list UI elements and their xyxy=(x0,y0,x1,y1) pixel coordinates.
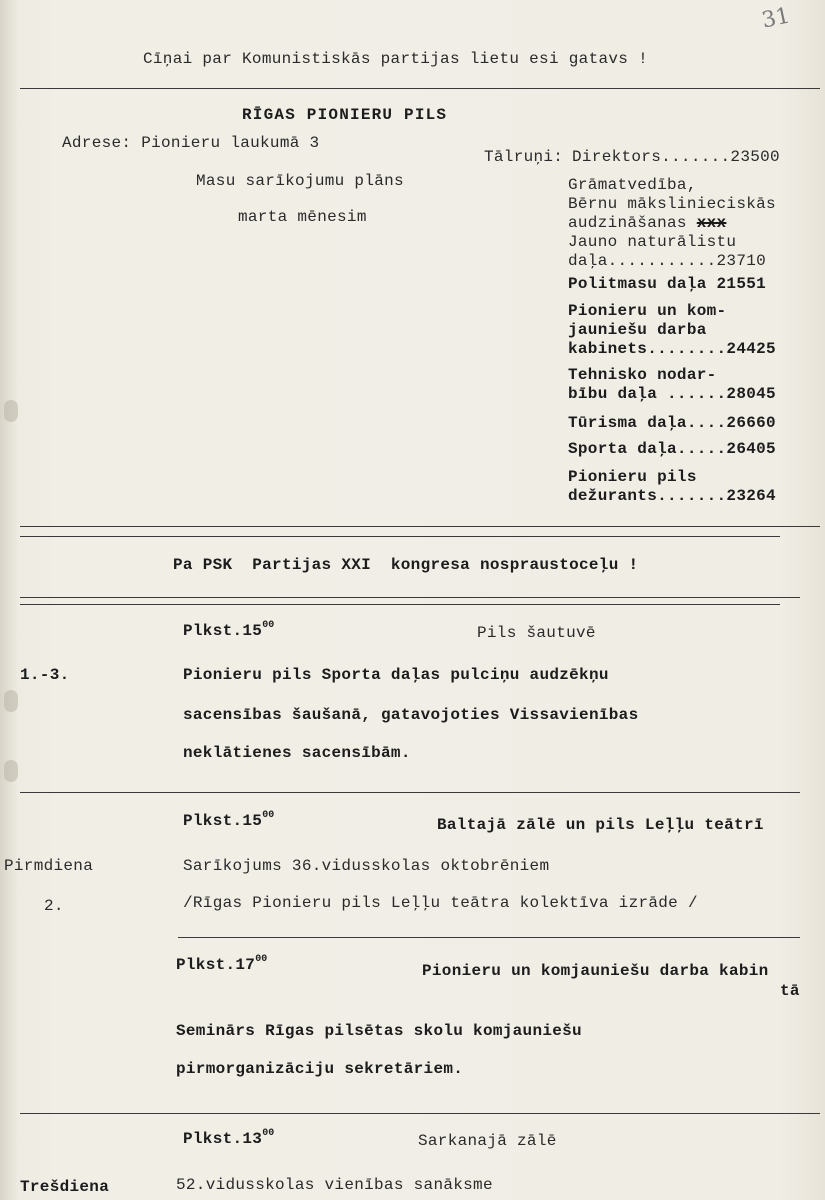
event-description: Seminārs Rīgas pilsētas skolu komjauniešu xyxy=(176,1022,582,1040)
binding-hole xyxy=(4,400,18,422)
phones-label: Tālruņi: xyxy=(484,148,564,166)
institution-title: RĪGAS PIONIERU PILS xyxy=(242,106,448,124)
event-place-continued: tā xyxy=(780,982,800,1000)
divider xyxy=(20,1113,820,1114)
event-day: Trešdiena xyxy=(20,1178,110,1196)
event-description: sacensības šaušanā, gatavojoties Vissavienības xyxy=(183,706,639,724)
phone-line: jauniešu darba xyxy=(568,321,707,339)
plan-month: marta mēnesim xyxy=(238,208,367,226)
divider xyxy=(20,604,780,605)
binding-hole xyxy=(4,760,18,782)
phone-line: Pionieru un kom- xyxy=(568,302,727,320)
event-description: Sarīkojums 36.vidusskolas oktobrēniem xyxy=(183,857,550,875)
phone-block-technical xyxy=(568,366,776,404)
phone-line: Grāmatvedība, xyxy=(568,176,697,194)
event-description: Pionieru pils Sporta daļas pulciņu audzēkņu xyxy=(183,666,609,684)
phone-line: bību daļa ......28045 xyxy=(568,385,776,403)
phone-line: audzināšanas xxx xyxy=(568,214,727,232)
phone-line: daļa...........23710 xyxy=(568,252,767,270)
phone-line: kabinets........24425 xyxy=(568,340,776,358)
event-date: 2. xyxy=(44,897,64,915)
divider xyxy=(20,792,800,793)
event-day: Pirmdiena xyxy=(4,857,94,875)
event-place: Sarkanajā zālē xyxy=(418,1132,557,1150)
congress-slogan: Pa PSK Partijas XXI kongresa nospraustoceļu ! xyxy=(173,556,639,574)
event-time: $Plkst.13^{00}$ xyxy=(183,1128,275,1148)
event-description: /Rīgas Pionieru pils Leļļu teātra kolektīva izrāde / xyxy=(183,894,698,912)
binding-hole xyxy=(4,690,18,712)
plan-title: Masu sarīkojumu plāns xyxy=(196,172,404,190)
struck-out-text: xxx xyxy=(696,214,727,232)
phone-line: Pionieru pils xyxy=(568,468,697,486)
event-time: $Plkst.17^{00}$ xyxy=(176,954,268,974)
phone-line: dežurants.......23264 xyxy=(568,487,776,505)
phone-tourism: Tūrisma daļa....26660 xyxy=(568,414,776,432)
divider xyxy=(178,937,800,938)
event-description: 52.vidusskolas vienības sanāksme xyxy=(176,1176,493,1194)
event-place: Baltajā zālē un pils Leļļu teātrī xyxy=(437,816,764,834)
event-time: $Plkst.15^{00}$ xyxy=(183,620,275,640)
phone-sport: Sporta daļa.....26405 xyxy=(568,440,776,458)
event-place: Pionieru un komjauniešu darba kabin xyxy=(422,962,769,980)
phone-politmasu: Politmasu daļa 21551 xyxy=(568,275,767,293)
event-place: Pils šautuvē xyxy=(477,624,596,642)
address-line: Adrese: Pionieru laukumā 3 xyxy=(62,134,320,152)
phone-director: Direktors.......23500 xyxy=(572,148,780,166)
divider xyxy=(20,526,820,527)
divider xyxy=(20,88,820,89)
phone-line: Jauno naturālistu xyxy=(568,233,737,251)
phone-line: Tehnisko nodar- xyxy=(568,366,717,384)
phone-block-duty xyxy=(568,468,776,506)
phone-line: Bērnu mākslinieciskās xyxy=(568,195,776,213)
motto-line: Cīņai par Komunistiskās partijas lietu esi gatavs ! xyxy=(143,50,648,68)
divider xyxy=(20,536,780,537)
event-description: neklātienes sacensībām. xyxy=(183,744,411,762)
event-description: pirmorganizāciju sekretāriem. xyxy=(176,1060,464,1078)
event-time: $Plkst.15^{00}$ xyxy=(183,810,275,830)
phone-block-komjaunatne xyxy=(568,302,776,359)
event-date: 1.-3. xyxy=(20,666,70,684)
phone-block-accounting xyxy=(568,176,776,271)
corner-handwritten-mark: 31 xyxy=(759,3,793,34)
divider xyxy=(20,597,800,598)
